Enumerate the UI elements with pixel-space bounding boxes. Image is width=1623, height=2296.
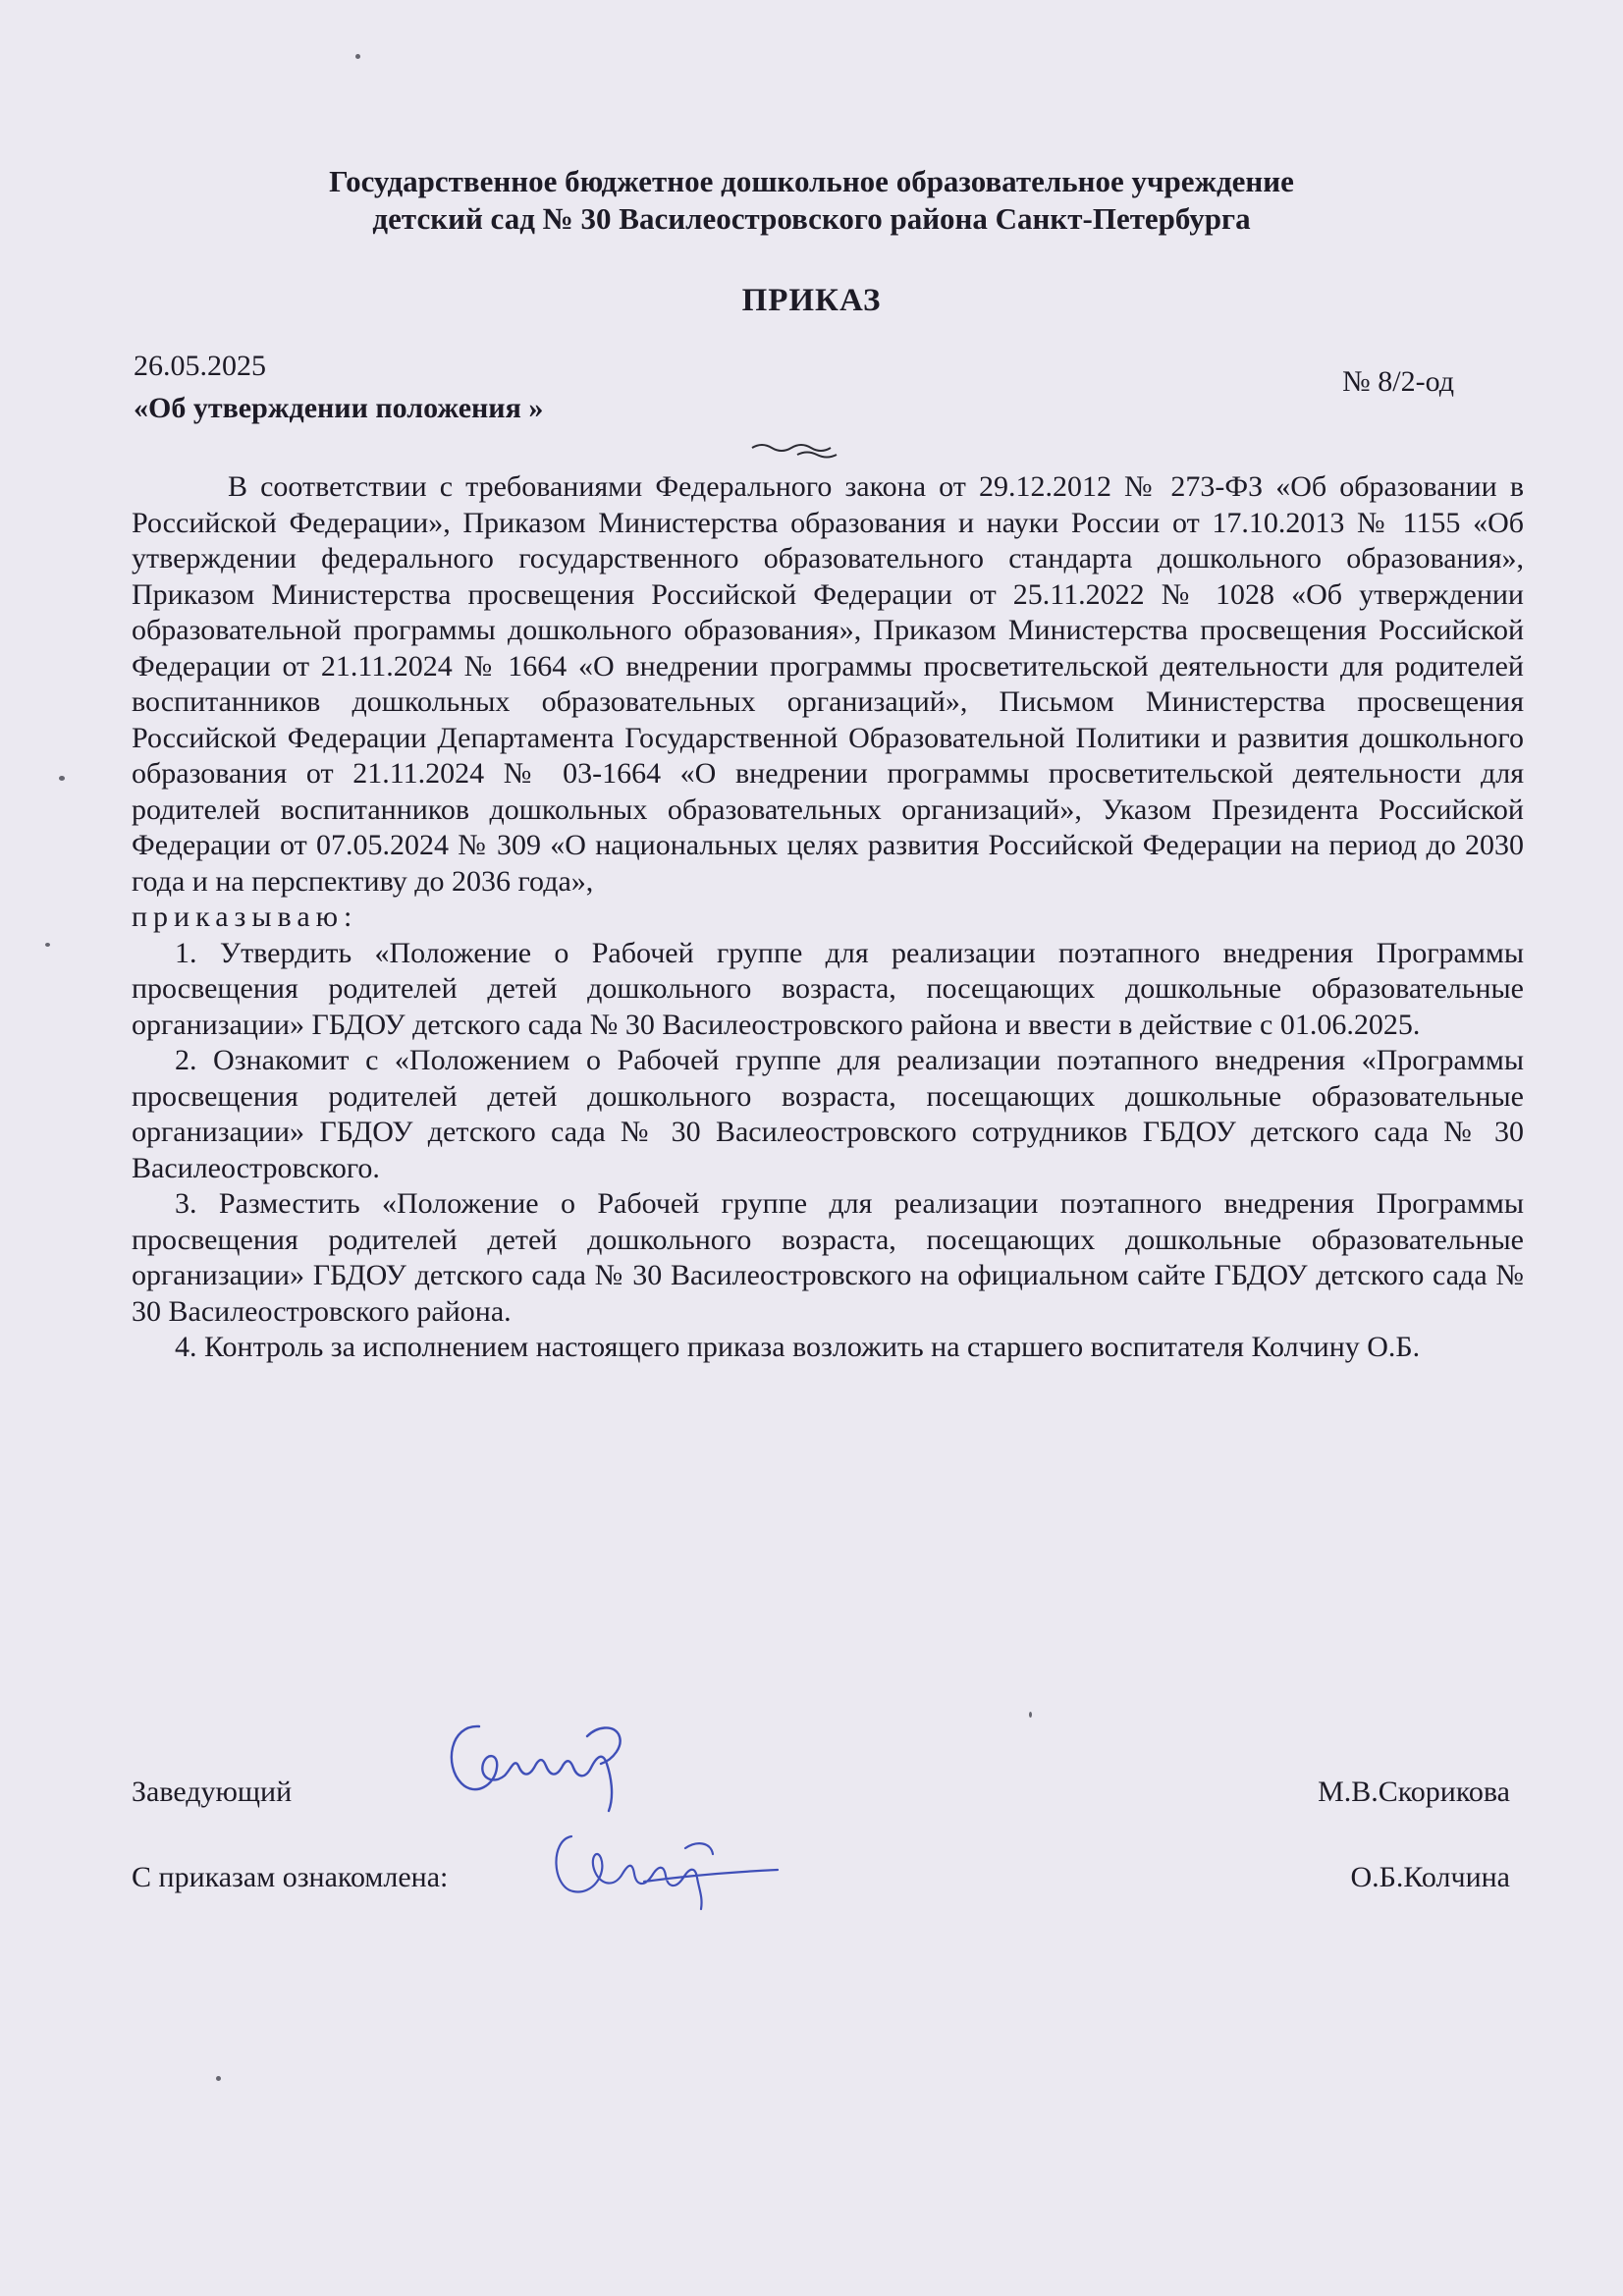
acknowledgement-handwritten-signature	[550, 1819, 785, 1917]
head-role-label: Заведующий	[132, 1776, 293, 1808]
order-date: 26.05.2025	[134, 350, 266, 382]
institution-header	[0, 163, 1623, 238]
order-item: 4. Контроль за исполнением настоящего приказа возложить на старшего воспитателя Колчину О.Б.	[175, 1331, 1421, 1363]
scan-speck	[45, 943, 50, 947]
order-number: № 8/2-од	[1342, 365, 1454, 398]
order-item: 3. Разместить «Положение о Рабочей группе для реализации поэтапного внедрения Программы просвещения родителей детей дошкольного возраста, посещающих дошкольные образовательные организации» ГБДОУ детского сада № 30 Василеостровского на официальном сайте ГБДОУ детского сада № 30 Василеостровского района.	[132, 1187, 1524, 1328]
acknowledgement-name: О.Б.Колчина	[1350, 1861, 1510, 1893]
institution-name-line1: Государственное бюджетное дошкольное образовательное учреждение	[329, 164, 1294, 198]
institution-name-line2: детский сад № 30 Василеостровского района Санкт-Петербурга	[372, 201, 1251, 236]
order-subject: «Об утверждении положения »	[134, 392, 544, 424]
scan-speck	[1029, 1712, 1032, 1718]
order-item: 2. Ознакомит с «Положением о Рабочей группе для реализации поэтапного внедрения «Программы просвещения родителей детей дошкольного возраста, посещающих дошкольные образовательные организации» ГБДОУ детского сада № 30 Василеостровского сотрудников ГБДОУ детского сада № 30 Василеостровского.	[132, 1044, 1524, 1184]
decree-word: приказываю:	[132, 901, 358, 933]
scan-speck	[59, 776, 65, 781]
scan-speck	[216, 2076, 221, 2081]
head-handwritten-signature	[440, 1707, 646, 1825]
document-title: ПРИКАЗ	[741, 283, 882, 318]
scan-speck	[355, 54, 360, 59]
order-item: 1. Утвердить «Положение о Рабочей группе для реализации поэтапного внедрения Программы просвещения родителей детей дошкольного возраста, посещающих дошкольные образовательные организации» ГБДОУ детского сада № 30 Василеостровского района и ввести в действие с 01.06.2025.	[132, 936, 1524, 1041]
preamble-paragraph: В соответствии с требованиями Федерального закона от 29.12.2012 № 273-ФЗ «Об образовании в Российской Федерации», Приказом Министерства образования и науки России от 17.10.2013 № 1155 «Об утверждении федерального государственного образовательного стандарта дошкольного образования», Приказом Министерства просвещения Российской Федерации от 25.11.2022 № 1028 «Об утверждении образовательной программы дошкольного образования», Приказом Министерства просвещения Российской Федерации от 21.11.2024 № 1664 «О внедрении программы просветительской деятельности для родителей воспитанников дошкольных образовательных организаций», Письмом Министерства просвещения Российской Федерации Департамента Государственной Образовательной Политики и развития дошкольного образования от 21.11.2024 № 03-1664 «О внедрении программы просветительской деятельности для родителей воспитанников дошкольных образовательных организаций», Указом Президента Российской Федерации от 07.05.2024 № 309 «О национальных целях развития Российской Федерации на период до 2030 года и на перспективу до 2036 года»,	[132, 470, 1524, 898]
registration-stamp-mark	[748, 440, 856, 460]
order-body	[132, 469, 1524, 1366]
head-name: М.В.Скорикова	[1318, 1776, 1510, 1808]
acknowledgement-label: С приказам ознакомлена:	[132, 1861, 449, 1893]
